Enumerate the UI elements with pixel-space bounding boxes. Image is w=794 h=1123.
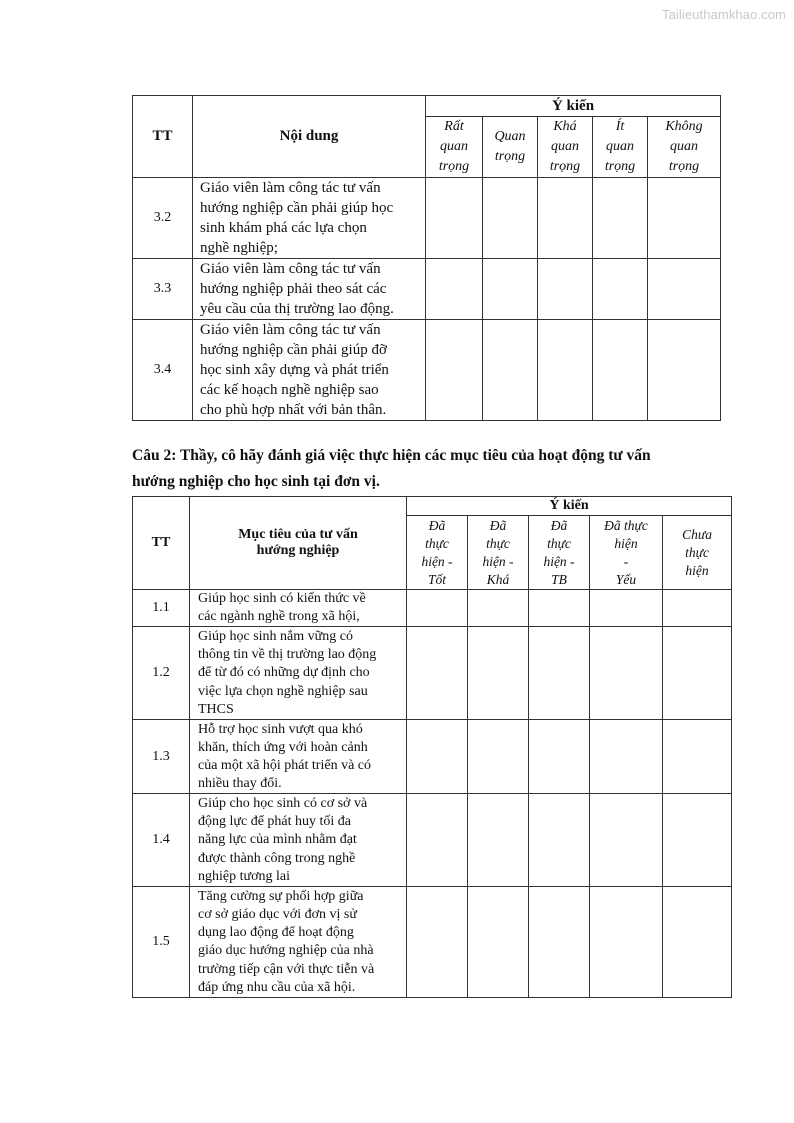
answer-cell[interactable] — [590, 627, 663, 720]
col-header-opinion: Ý kiến — [426, 96, 721, 117]
answer-cell[interactable] — [648, 259, 721, 320]
answer-cell[interactable] — [426, 259, 483, 320]
table-row — [133, 794, 732, 887]
row-number: 1.1 — [133, 590, 190, 627]
answer-cell[interactable] — [407, 590, 468, 627]
answer-cell[interactable] — [468, 794, 529, 887]
answer-cell[interactable] — [407, 627, 468, 720]
option-important: Quan trọng — [483, 117, 538, 178]
row-content: Giúp cho học sinh có cơ sở và động lực để phát huy tối đa năng lực của mình nhằm đạt được thành công trong nghề nghiệp tương lai — [190, 794, 407, 887]
table-row — [133, 887, 732, 998]
row-content: Giáo viên làm công tác tư vấn hướng nghiệp cần phải giúp đỡ học sinh xây dựng và phát triển các kế hoạch nghề nghiệp sao cho phù hợp nhất với bản thân. — [193, 320, 426, 421]
option-slightly-important: Ít quan trọng — [593, 117, 648, 178]
answer-cell[interactable] — [529, 590, 590, 627]
answer-cell[interactable] — [648, 320, 721, 421]
answer-cell[interactable] — [468, 627, 529, 720]
option-fairly-important: Khá quan trọng — [538, 117, 593, 178]
answer-cell[interactable] — [468, 590, 529, 627]
option-done-weak: Đã thực hiện - Yếu — [590, 516, 663, 590]
table-row — [133, 627, 732, 720]
importance-table — [132, 95, 721, 421]
answer-cell[interactable] — [407, 720, 468, 794]
watermark: Tailieuthamkhao.com — [661, 7, 786, 22]
answer-cell[interactable] — [663, 887, 732, 998]
option-done-average: Đã thực hiện - TB — [529, 516, 590, 590]
answer-cell[interactable] — [483, 320, 538, 421]
answer-cell[interactable] — [648, 178, 721, 259]
row-content: Giáo viên làm công tác tư vấn hướng nghiệp cần phải giúp học sinh khám phá các lựa chọn nghề nghiệp; — [193, 178, 426, 259]
row-content: Giúp học sinh có kiến thức về các ngành nghề trong xã hội, — [190, 590, 407, 627]
option-very-important: Rất quan trọng — [426, 117, 483, 178]
answer-cell[interactable] — [590, 794, 663, 887]
table-row — [133, 720, 732, 794]
row-number: 3.2 — [133, 178, 193, 259]
table-row — [133, 178, 721, 259]
col-header-tt: TT — [133, 96, 193, 178]
answer-cell[interactable] — [529, 720, 590, 794]
row-number: 1.3 — [133, 720, 190, 794]
table-row — [133, 259, 721, 320]
answer-cell[interactable] — [529, 887, 590, 998]
row-content: Hỗ trợ học sinh vượt qua khó khăn, thích ứng với hoàn cảnh của một xã hội phát triển và có nhiều thay đổi. — [190, 720, 407, 794]
answer-cell[interactable] — [468, 720, 529, 794]
option-done-fair: Đã thực hiện - Khá — [468, 516, 529, 590]
answer-cell[interactable] — [663, 720, 732, 794]
row-content: Giáo viên làm công tác tư vấn hướng nghiệp phải theo sát các yêu cầu của thị trường lao động. — [193, 259, 426, 320]
row-number: 3.3 — [133, 259, 193, 320]
answer-cell[interactable] — [590, 887, 663, 998]
answer-cell[interactable] — [593, 178, 648, 259]
answer-cell[interactable] — [663, 627, 732, 720]
option-done-good: Đã thực hiện - Tốt — [407, 516, 468, 590]
answer-cell[interactable] — [483, 259, 538, 320]
table-row — [133, 590, 732, 627]
col-header-objective: Mục tiêu của tư vấn hướng nghiệp — [190, 497, 407, 590]
answer-cell[interactable] — [529, 794, 590, 887]
answer-cell[interactable] — [426, 178, 483, 259]
answer-cell[interactable] — [407, 887, 468, 998]
row-number: 3.4 — [133, 320, 193, 421]
table-row — [133, 320, 721, 421]
answer-cell[interactable] — [426, 320, 483, 421]
col-header-tt: TT — [133, 497, 190, 590]
option-not-important: Không quan trọng — [648, 117, 721, 178]
answer-cell[interactable] — [407, 794, 468, 887]
answer-cell[interactable] — [538, 259, 593, 320]
answer-cell[interactable] — [483, 178, 538, 259]
option-not-done: Chưa thực hiện — [663, 516, 732, 590]
col-header-opinion: Ý kiến — [407, 497, 732, 516]
row-number: 1.5 — [133, 887, 190, 998]
row-content: Giúp học sinh nắm vững có thông tin về thị trường lao động để từ đó có những dự định cho việc lựa chọn nghề nghiệp sau THCS — [190, 627, 407, 720]
row-content: Tăng cường sự phối hợp giữa cơ sở giáo dục với đơn vị sử dụng lao động để hoạt động giáo dục hướng nghiệp của nhà trường tiếp cận với thực tiễn và đáp ứng nhu cầu của xã hội. — [190, 887, 407, 998]
answer-cell[interactable] — [538, 320, 593, 421]
objectives-table — [132, 496, 732, 998]
answer-cell[interactable] — [663, 590, 732, 627]
answer-cell[interactable] — [529, 627, 590, 720]
question-2-title: Câu 2: Thầy, cô hãy đánh giá việc thực hiện các mục tiêu của hoạt động tư vấn hướng nghiệp cho học sinh tại đơn vị. — [132, 447, 651, 490]
answer-cell[interactable] — [593, 320, 648, 421]
answer-cell[interactable] — [468, 887, 529, 998]
row-number: 1.4 — [133, 794, 190, 887]
row-number: 1.2 — [133, 627, 190, 720]
answer-cell[interactable] — [590, 590, 663, 627]
col-header-content: Nội dung — [193, 96, 426, 178]
answer-cell[interactable] — [663, 794, 732, 887]
answer-cell[interactable] — [590, 720, 663, 794]
answer-cell[interactable] — [538, 178, 593, 259]
answer-cell[interactable] — [593, 259, 648, 320]
